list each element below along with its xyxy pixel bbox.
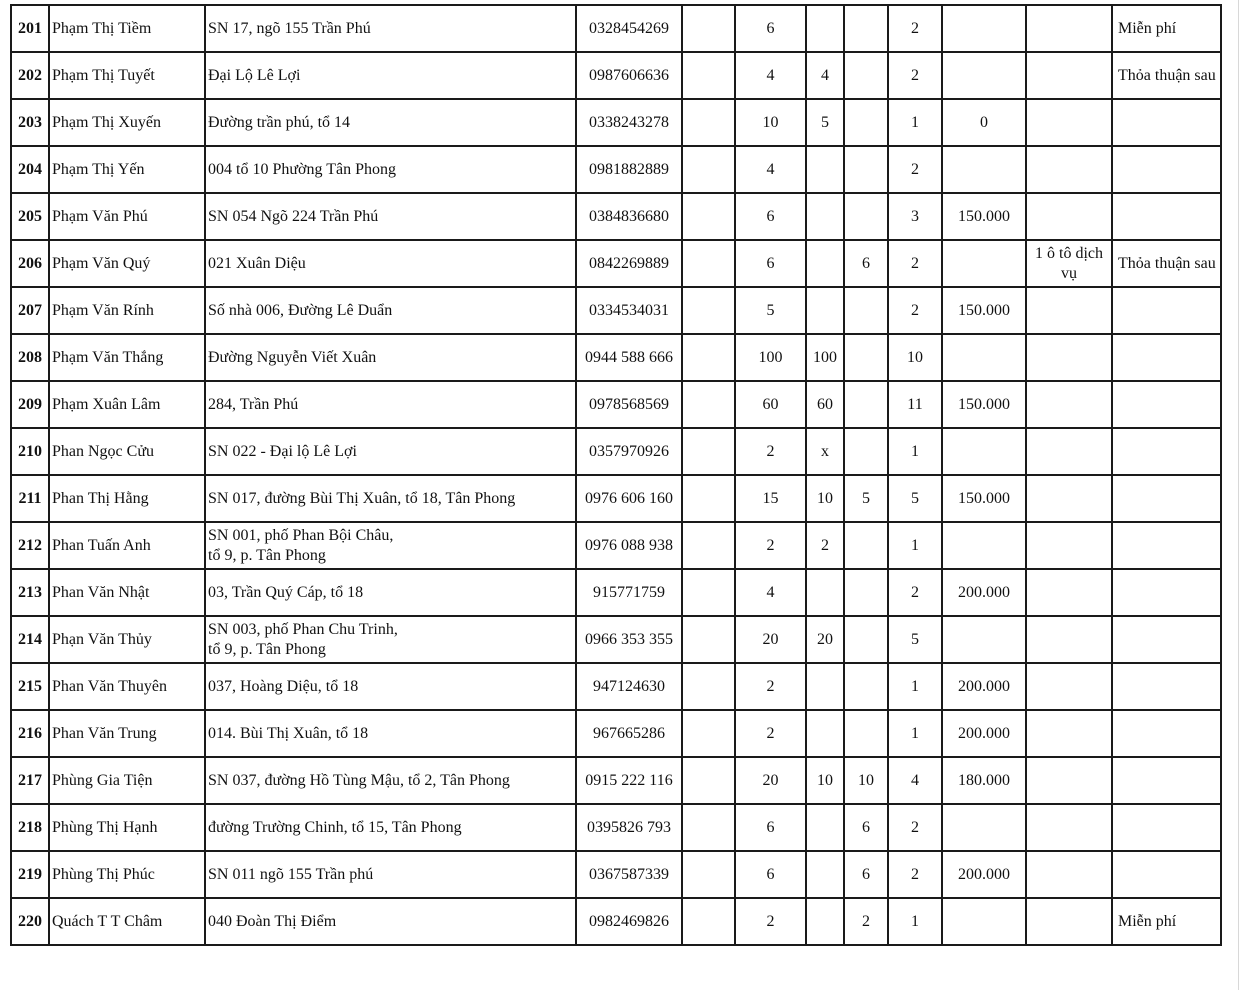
col-f-cell[interactable]: 4 [735,52,806,99]
col-f-cell[interactable]: 5 [735,287,806,334]
price-cell[interactable] [942,898,1026,945]
table-row [11,334,1221,381]
name-cell[interactable]: Phan Văn Trung [49,710,205,757]
col-f-cell[interactable]: 10 [735,99,806,146]
address-cell[interactable]: 037, Hoàng Diệu, tổ 18 [205,663,576,710]
col-e-cell[interactable] [682,52,735,99]
col-e-cell[interactable] [682,428,735,475]
col-g-cell[interactable]: 5 [806,99,844,146]
table-row [11,287,1221,334]
phone-cell[interactable]: 0976 606 160 [576,475,682,522]
col-e-cell[interactable] [682,240,735,287]
col-f-cell[interactable]: 2 [735,522,806,569]
col-i-cell[interactable]: 1 [888,663,942,710]
address-cell[interactable]: 040 Đoàn Thị Điểm [205,898,576,945]
phone-cell[interactable]: 0328454269 [576,5,682,52]
note-cell[interactable] [1026,804,1112,851]
fee-cell[interactable] [1112,804,1221,851]
address-cell[interactable]: 03, Trần Quý Cáp, tổ 18 [205,569,576,616]
col-h-cell[interactable] [844,522,888,569]
note-cell[interactable] [1026,898,1112,945]
col-e-cell[interactable] [682,663,735,710]
col-f-cell[interactable]: 2 [735,428,806,475]
note-cell[interactable] [1026,334,1112,381]
row-number-cell[interactable]: 217 [11,757,49,804]
price-cell[interactable]: 200.000 [942,663,1026,710]
fee-cell[interactable] [1112,428,1221,475]
address-cell[interactable]: 021 Xuân Diệu [205,240,576,287]
col-g-cell[interactable]: 10 [806,757,844,804]
note-cell[interactable] [1026,569,1112,616]
col-f-cell[interactable]: 2 [735,663,806,710]
col-h-cell[interactable] [844,428,888,475]
table-row [11,428,1221,475]
phone-cell[interactable]: 967665286 [576,710,682,757]
col-h-cell[interactable]: 6 [844,804,888,851]
table-row [11,710,1221,757]
note-cell[interactable] [1026,851,1112,898]
col-e-cell[interactable] [682,569,735,616]
col-g-cell[interactable] [806,5,844,52]
phone-cell[interactable]: 915771759 [576,569,682,616]
name-cell[interactable]: Phan Thị Hằng [49,475,205,522]
col-h-cell[interactable]: 6 [844,851,888,898]
col-h-cell[interactable] [844,710,888,757]
phone-cell[interactable]: 0395826 793 [576,804,682,851]
col-i-cell[interactable]: 1 [888,522,942,569]
col-h-cell[interactable] [844,52,888,99]
row-number-cell[interactable]: 210 [11,428,49,475]
col-f-cell[interactable]: 6 [735,193,806,240]
row-number-cell[interactable]: 211 [11,475,49,522]
price-cell[interactable]: 150.000 [942,381,1026,428]
address-cell[interactable]: SN 022 - Đại lộ Lê Lợi [205,428,576,475]
col-g-cell[interactable]: x [806,428,844,475]
fee-cell[interactable] [1112,616,1221,663]
fee-cell[interactable] [1112,287,1221,334]
fee-cell[interactable] [1112,757,1221,804]
note-cell[interactable] [1026,193,1112,240]
name-cell[interactable]: Phạm Thị Yến [49,146,205,193]
col-h-cell[interactable] [844,5,888,52]
col-g-cell[interactable] [806,146,844,193]
fee-cell[interactable] [1112,475,1221,522]
col-i-cell[interactable]: 2 [888,804,942,851]
col-f-cell[interactable]: 15 [735,475,806,522]
note-cell[interactable] [1026,522,1112,569]
name-cell[interactable]: Phạm Thị Tiềm [49,5,205,52]
note-cell[interactable] [1026,146,1112,193]
address-cell[interactable]: Đường Nguyễn Viết Xuân [205,334,576,381]
address-cell[interactable]: 004 tổ 10 Phường Tân Phong [205,146,576,193]
col-f-cell[interactable]: 100 [735,334,806,381]
col-f-cell[interactable]: 6 [735,851,806,898]
row-number-cell[interactable]: 213 [11,569,49,616]
col-i-cell[interactable]: 2 [888,146,942,193]
col-g-cell[interactable]: 10 [806,475,844,522]
name-cell[interactable]: Phạn Văn Thủy [49,616,205,663]
address-cell[interactable]: SN 037, đường Hồ Tùng Mậu, tổ 2, Tân Phong [205,757,576,804]
table-row [11,851,1221,898]
col-e-cell[interactable] [682,381,735,428]
address-cell[interactable]: đường Trường Chinh, tổ 15, Tân Phong [205,804,576,851]
col-g-cell[interactable] [806,569,844,616]
col-h-cell[interactable] [844,569,888,616]
phone-cell[interactable]: 0966 353 355 [576,616,682,663]
data-table [10,4,1222,946]
name-cell[interactable]: Phạm Văn Rính [49,287,205,334]
col-e-cell[interactable] [682,99,735,146]
name-cell[interactable]: Phan Ngọc Cửu [49,428,205,475]
price-cell[interactable] [942,52,1026,99]
phone-cell[interactable]: 0978568569 [576,381,682,428]
col-i-cell[interactable]: 10 [888,334,942,381]
price-cell[interactable] [942,616,1026,663]
name-cell[interactable]: Phùng Thị Hạnh [49,804,205,851]
fee-cell[interactable]: Thỏa thuận sau [1112,240,1221,287]
name-cell[interactable]: Phan Văn Thuyên [49,663,205,710]
col-g-cell[interactable]: 20 [806,616,844,663]
row-number-cell[interactable]: 218 [11,804,49,851]
note-cell[interactable] [1026,381,1112,428]
address-cell[interactable]: SN 011 ngõ 155 Trần phú [205,851,576,898]
price-cell[interactable]: 200.000 [942,710,1026,757]
note-cell[interactable] [1026,428,1112,475]
row-number-cell[interactable]: 219 [11,851,49,898]
table-row [11,898,1221,945]
name-cell[interactable]: Quách T T Châm [49,898,205,945]
fee-cell[interactable]: Thỏa thuận sau [1112,52,1221,99]
col-i-cell[interactable]: 1 [888,99,942,146]
row-number-cell[interactable]: 207 [11,287,49,334]
phone-cell[interactable]: 0982469826 [576,898,682,945]
col-f-cell[interactable]: 4 [735,569,806,616]
address-cell[interactable]: SN 017, đường Bùi Thị Xuân, tổ 18, Tân Phong [205,475,576,522]
col-h-cell[interactable] [844,287,888,334]
col-f-cell[interactable]: 20 [735,616,806,663]
table-row [11,381,1221,428]
fee-cell[interactable] [1112,334,1221,381]
row-number-cell[interactable]: 204 [11,146,49,193]
table-row [11,146,1221,193]
name-cell[interactable]: Phạm Văn Thắng [49,334,205,381]
fee-cell[interactable] [1112,851,1221,898]
table-row [11,5,1221,52]
note-cell[interactable] [1026,616,1112,663]
col-i-cell[interactable]: 2 [888,287,942,334]
col-h-cell[interactable]: 6 [844,240,888,287]
col-h-cell[interactable] [844,334,888,381]
col-i-cell[interactable]: 1 [888,428,942,475]
fee-cell[interactable] [1112,99,1221,146]
col-g-cell[interactable]: 4 [806,52,844,99]
fee-cell[interactable] [1112,663,1221,710]
phone-cell[interactable]: 947124630 [576,663,682,710]
fee-cell[interactable] [1112,146,1221,193]
col-i-cell[interactable]: 4 [888,757,942,804]
col-i-cell[interactable]: 2 [888,569,942,616]
phone-cell[interactable]: 0981882889 [576,146,682,193]
col-e-cell[interactable] [682,146,735,193]
note-cell[interactable] [1026,287,1112,334]
name-cell[interactable]: Phạm Văn Quý [49,240,205,287]
col-g-cell[interactable] [806,287,844,334]
price-cell[interactable] [942,804,1026,851]
price-cell[interactable]: 200.000 [942,851,1026,898]
note-cell[interactable] [1026,710,1112,757]
col-e-cell[interactable] [682,757,735,804]
col-e-cell[interactable] [682,287,735,334]
col-h-cell[interactable]: 5 [844,475,888,522]
price-cell[interactable] [942,240,1026,287]
price-cell[interactable] [942,146,1026,193]
note-cell[interactable] [1026,99,1112,146]
col-i-cell[interactable]: 1 [888,898,942,945]
col-h-cell[interactable] [844,381,888,428]
col-f-cell[interactable]: 2 [735,710,806,757]
col-g-cell[interactable] [806,710,844,757]
col-f-cell[interactable]: 2 [735,898,806,945]
col-e-cell[interactable] [682,522,735,569]
price-cell[interactable]: 150.000 [942,193,1026,240]
col-i-cell[interactable]: 3 [888,193,942,240]
address-cell[interactable]: Đường trần phú, tổ 14 [205,99,576,146]
price-cell[interactable]: 200.000 [942,569,1026,616]
row-number-cell[interactable]: 208 [11,334,49,381]
col-i-cell[interactable]: 11 [888,381,942,428]
col-e-cell[interactable] [682,898,735,945]
col-h-cell[interactable] [844,616,888,663]
col-i-cell[interactable]: 5 [888,616,942,663]
col-g-cell[interactable] [806,851,844,898]
phone-cell[interactable]: 0367587339 [576,851,682,898]
name-cell[interactable]: Phạm Thị Xuyến [49,99,205,146]
col-g-cell[interactable]: 2 [806,522,844,569]
table-row [11,522,1221,569]
col-i-cell[interactable]: 2 [888,52,942,99]
address-cell[interactable]: Đại Lộ Lê Lợi [205,52,576,99]
table-row [11,616,1221,663]
address-cell[interactable]: 284, Trần Phú [205,381,576,428]
phone-cell[interactable]: 0384836680 [576,193,682,240]
phone-cell[interactable]: 0357970926 [576,428,682,475]
fee-cell[interactable] [1112,522,1221,569]
table-body [11,5,1221,945]
col-g-cell[interactable] [806,193,844,240]
note-cell[interactable] [1026,475,1112,522]
fee-cell[interactable]: Miễn phí [1112,898,1221,945]
col-f-cell[interactable]: 60 [735,381,806,428]
price-cell[interactable]: 150.000 [942,287,1026,334]
col-i-cell[interactable]: 5 [888,475,942,522]
address-cell[interactable]: SN 001, phố Phan Bội Châu, tổ 9, p. Tân Phong [205,522,576,569]
col-f-cell[interactable]: 6 [735,804,806,851]
address-cell[interactable]: SN 17, ngõ 155 Trần Phú [205,5,576,52]
note-cell[interactable] [1026,757,1112,804]
price-cell[interactable]: 150.000 [942,475,1026,522]
phone-cell[interactable]: 0334534031 [576,287,682,334]
table-row [11,193,1221,240]
address-cell[interactable]: SN 054 Ngõ 224 Trần Phú [205,193,576,240]
col-e-cell[interactable] [682,804,735,851]
col-f-cell[interactable]: 20 [735,757,806,804]
fee-cell[interactable] [1112,193,1221,240]
col-e-cell[interactable] [682,193,735,240]
row-number-cell[interactable]: 203 [11,99,49,146]
col-e-cell[interactable] [682,616,735,663]
col-i-cell[interactable]: 2 [888,851,942,898]
col-h-cell[interactable]: 2 [844,898,888,945]
table-row [11,757,1221,804]
phone-cell[interactable]: 0976 088 938 [576,522,682,569]
name-cell[interactable]: Phùng Thị Phúc [49,851,205,898]
phone-cell[interactable]: 0915 222 116 [576,757,682,804]
col-e-cell[interactable] [682,851,735,898]
name-cell[interactable]: Phạm Xuân Lâm [49,381,205,428]
row-number-cell[interactable]: 220 [11,898,49,945]
col-i-cell[interactable]: 1 [888,710,942,757]
note-cell[interactable] [1026,5,1112,52]
phone-cell[interactable]: 0944 588 666 [576,334,682,381]
row-number-cell[interactable]: 215 [11,663,49,710]
row-number-cell[interactable]: 201 [11,5,49,52]
col-g-cell[interactable] [806,898,844,945]
row-number-cell[interactable]: 209 [11,381,49,428]
row-number-cell[interactable]: 212 [11,522,49,569]
col-f-cell[interactable]: 6 [735,240,806,287]
price-cell[interactable] [942,428,1026,475]
note-cell[interactable] [1026,663,1112,710]
col-e-cell[interactable] [682,475,735,522]
note-cell[interactable] [1026,52,1112,99]
phone-cell[interactable]: 0338243278 [576,99,682,146]
col-f-cell[interactable]: 6 [735,5,806,52]
name-cell[interactable]: Phạm Văn Phú [49,193,205,240]
name-cell[interactable]: Phạm Thị Tuyết [49,52,205,99]
table-row [11,663,1221,710]
table-row [11,804,1221,851]
col-h-cell[interactable]: 10 [844,757,888,804]
table-row [11,240,1221,287]
name-cell[interactable]: Phan Văn Nhật [49,569,205,616]
address-cell[interactable]: 014. Bùi Thị Xuân, tổ 18 [205,710,576,757]
col-h-cell[interactable] [844,193,888,240]
col-g-cell[interactable] [806,240,844,287]
col-g-cell[interactable]: 60 [806,381,844,428]
price-cell[interactable] [942,334,1026,381]
fee-cell[interactable] [1112,569,1221,616]
note-cell[interactable]: 1 ô tô dịch vụ [1026,240,1112,287]
phone-cell[interactable]: 0842269889 [576,240,682,287]
fee-cell[interactable] [1112,710,1221,757]
table-row [11,475,1221,522]
table-row [11,99,1221,146]
col-h-cell[interactable] [844,663,888,710]
col-i-cell[interactable]: 2 [888,240,942,287]
col-h-cell[interactable] [844,146,888,193]
name-cell[interactable]: Phan Tuấn Anh [49,522,205,569]
col-e-cell[interactable] [682,710,735,757]
col-f-cell[interactable]: 4 [735,146,806,193]
col-g-cell[interactable]: 100 [806,334,844,381]
col-e-cell[interactable] [682,5,735,52]
col-g-cell[interactable] [806,663,844,710]
col-h-cell[interactable] [844,99,888,146]
table-row [11,52,1221,99]
row-number-cell[interactable]: 202 [11,52,49,99]
price-cell[interactable]: 0 [942,99,1026,146]
col-g-cell[interactable] [806,804,844,851]
address-cell[interactable]: Số nhà 006, Đường Lê Duẩn [205,287,576,334]
table-row [11,569,1221,616]
row-number-cell[interactable]: 214 [11,616,49,663]
fee-cell[interactable] [1112,381,1221,428]
row-number-cell[interactable]: 206 [11,240,49,287]
grid-line [1238,0,1239,990]
price-cell[interactable]: 180.000 [942,757,1026,804]
fee-cell[interactable]: Miễn phí [1112,5,1221,52]
col-i-cell[interactable]: 2 [888,5,942,52]
price-cell[interactable] [942,522,1026,569]
col-e-cell[interactable] [682,334,735,381]
row-number-cell[interactable]: 216 [11,710,49,757]
address-cell[interactable]: SN 003, phố Phan Chu Trinh, tổ 9, p. Tân Phong [205,616,576,663]
name-cell[interactable]: Phùng Gia Tiện [49,757,205,804]
price-cell[interactable] [942,5,1026,52]
row-number-cell[interactable]: 205 [11,193,49,240]
phone-cell[interactable]: 0987606636 [576,52,682,99]
